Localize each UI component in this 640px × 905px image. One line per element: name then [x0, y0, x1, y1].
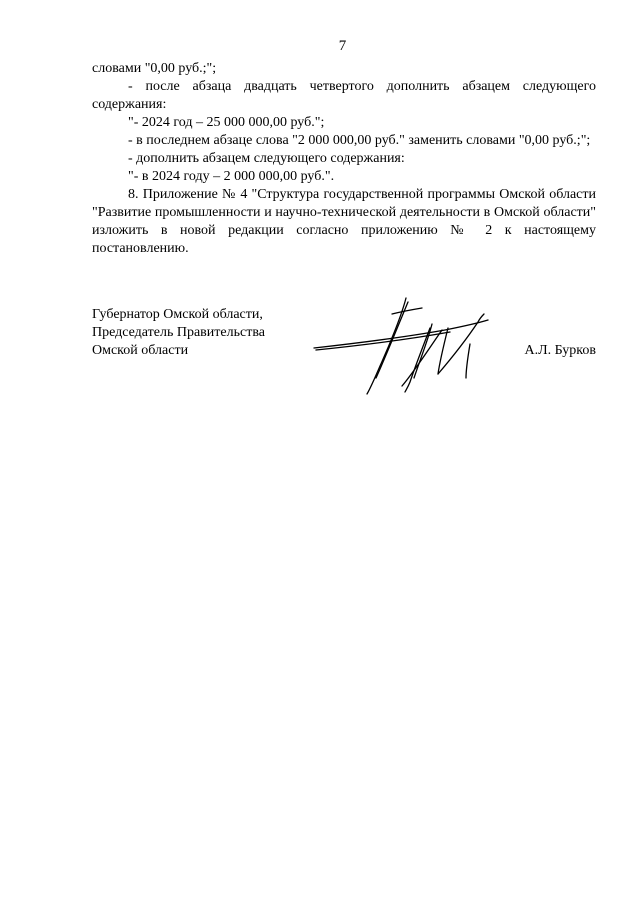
paragraph-quote-2024-year: "- 2024 год – 25 000 000,00 руб."; — [128, 115, 325, 130]
paragraph-continuation: словами "0,00 руб.;"; — [92, 61, 217, 76]
paragraph-amendment-2: - в последнем абзаце слова "2 000 000,00 руб." заменить словами "0,00 руб.;"; — [128, 133, 591, 148]
signatory-position — [92, 306, 312, 360]
paragraph-amendment-3: - дополнить абзацем следующего содержания: — [128, 151, 405, 166]
paragraph-quote-2024-amount: "- в 2024 году – 2 000 000,00 руб.". — [128, 169, 335, 184]
page-number: 7 — [338, 38, 347, 54]
position-line-1: Губернатор Омской области, — [92, 307, 263, 322]
paragraph-amendment-1: - после абзаца двадцать четвертого дополнить абзацем следующего содержания: — [92, 79, 596, 112]
paragraph-item-8: 8. Приложение № 4 "Структура государственной программы Омской области "Развитие промышленности и научно-технической деятельности в Омской области" изложить в новой редакции согласно приложению № 2 к настоящему постановлению. — [92, 187, 596, 256]
handwritten-signature — [310, 294, 510, 400]
position-line-2: Председатель Правительства — [92, 325, 265, 340]
document-body — [92, 60, 596, 258]
signer-name: А.Л. Бурков — [524, 343, 596, 358]
position-line-3: Омской области — [92, 343, 189, 358]
